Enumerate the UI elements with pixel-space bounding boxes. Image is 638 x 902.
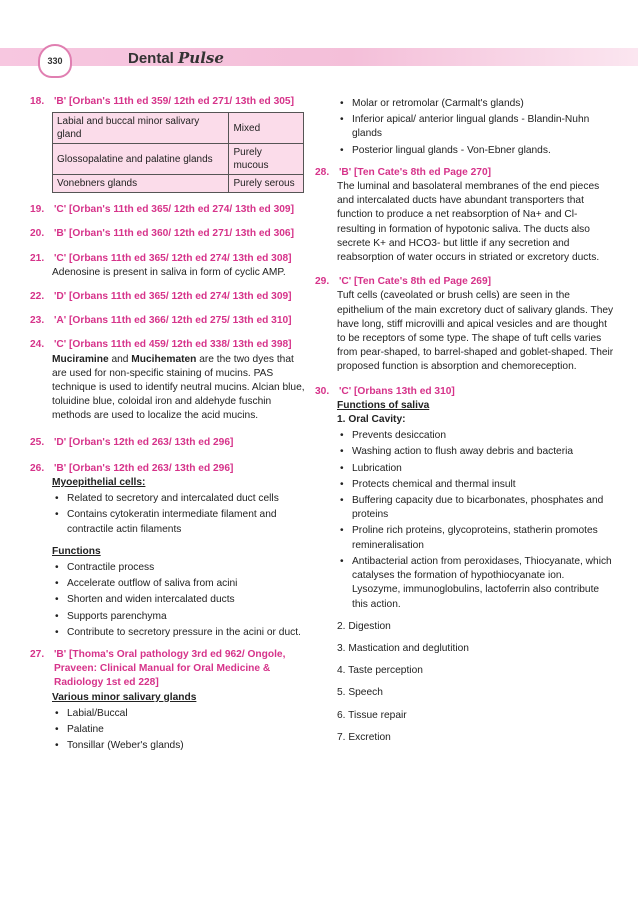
list-item: • Contains cytokeratin intermediate filament and contractile actin filaments xyxy=(52,508,305,536)
bullet-list xyxy=(52,707,305,754)
answer-text: Tuft cells (caveolated or brush cells) are seen in the epithelium of the main excretory duct of salivary glands. They have long, stiff microvilli and apical vesicles and are thought to be receptors of some type. The shape of tuft cells varies from pear-shaped, to barrel-shaped and goblet-shaped. Their proposed function is absorption and chemoreception. xyxy=(337,290,614,373)
list-item: • Related to secretory and intercalated duct cells xyxy=(52,492,305,506)
header-band xyxy=(0,48,638,66)
tooth-icon xyxy=(38,44,72,78)
table-row: Labial and buccal minor salivary gland Mixed xyxy=(53,113,304,144)
list-item: • Prevents desiccation xyxy=(337,429,615,443)
list-item: • Washing action to flush away debris and bacteria xyxy=(337,445,615,459)
bullet-list xyxy=(337,97,615,158)
list-item: • Accelerate outflow of saliva from acini xyxy=(52,577,305,591)
page-number: 330 xyxy=(47,56,63,66)
list-item: 4. Taste perception xyxy=(337,665,423,677)
list-item: • Labial/Buccal xyxy=(52,707,305,721)
section-heading: Myoepithelial cells: xyxy=(52,477,146,489)
answer-text: Adenosine is present in saliva in form of cyclic AMP. xyxy=(52,266,286,278)
list-item: • Protects chemical and thermal insult xyxy=(337,478,615,492)
list-item: • Inferior apical/ anterior lingual glands - Blandin-Nuhn glands xyxy=(337,113,615,141)
gland-table xyxy=(52,112,304,193)
list-item: • Posterior lingual glands - Von-Ebner glands. xyxy=(337,144,615,158)
sub-heading: 1. Oral Cavity: xyxy=(337,414,406,426)
bullet-list xyxy=(52,492,305,537)
list-item: • Proline rich proteins, glycoproteins, statherin promotes remineralisation xyxy=(337,524,615,552)
list-item: 6. Tissue repair xyxy=(337,709,407,721)
question-30: 30. 'C' [Orbans 13th ed 310] xyxy=(315,385,455,397)
left-column xyxy=(30,95,305,760)
answer-text: The luminal and basolateral membranes of the end pieces and intercalated ducts have abundant transporters that function to produce a net reabsorption of Na+ and Cl- resulting in formation of hypotonic saliva. The ducts also secrete K+ and HCO3- but little if any secretion and reabsorption of water occurs in striated or excretory ducts. xyxy=(337,181,600,264)
list-item: • Supports parenchyma xyxy=(52,610,305,624)
question-22: 22. 'D' [Orbans 11th ed 365/ 12th ed 274/ 13th ed 309] xyxy=(30,291,292,303)
answer-text: Muciramine and Mucihematen are the two dyes that are used for non-specific staining of mucins. PAS technique is used to identify neutral mucins. Alcian blue, toluidine blue, coloidal iron and aldehyde fuschin methods are used to localize the acid mucins. xyxy=(52,353,305,422)
table-row: Glossopalatine and palatine glands Purely mucous xyxy=(53,144,304,175)
question-29: 29. 'C' [Ten Cate's 8th ed Page 269] xyxy=(315,276,492,288)
section-heading: Functions of saliva xyxy=(337,399,430,411)
question-27: 27. 'B' [Thoma's Oral pathology 3rd ed 962/ Ongole, Praveen: Clinical Manual for Oral Medicine & Radiology 1st ed 228] xyxy=(30,649,286,689)
list-item: • Shorten and widen intercalated ducts xyxy=(52,593,305,607)
question-25: 25. 'D' [Orban's 12th ed 263/ 13th ed 296] xyxy=(30,436,234,448)
list-item: • Antibacterial action from peroxidases, Thiocyanate, which catalyses the formation of hypothiocyanate ion. Lysozyme, immunoglobulins, lactoferrin also contribute this action. xyxy=(337,555,615,612)
question-23: 23. 'A' [Orbans 11th ed 366/ 12th ed 275/ 13th ed 310] xyxy=(30,315,292,327)
bullet-list xyxy=(337,429,615,611)
section-heading: Various minor salivary glands xyxy=(52,691,197,703)
list-item: • Tonsillar (Weber's glands) xyxy=(52,739,305,753)
question-18: 18. 'B' [Orban's 11th ed 359/ 12th ed 271/ 13th ed 305] xyxy=(30,96,294,107)
section-heading: Functions xyxy=(52,545,101,557)
right-column xyxy=(315,95,615,753)
list-item: • Buffering capacity due to bicarbonates, phosphates and proteins xyxy=(337,494,615,522)
question-21: 21. 'C' [Orbans 11th ed 365/ 12th ed 274/ 13th ed 308] xyxy=(30,252,292,264)
list-item: 2. Digestion xyxy=(337,620,391,632)
list-item: 7. Excretion xyxy=(337,731,391,743)
question-28: 28. 'B' [Ten Cate's 8th ed Page 270] xyxy=(315,166,492,178)
numbered-list xyxy=(337,620,615,745)
table-row: Vonebners glands Purely serous xyxy=(53,175,304,193)
list-item: • Molar or retromolar (Carmalt's glands) xyxy=(337,97,615,111)
question-26: 26. 'B' [Orban's 12th ed 263/ 13th ed 296] xyxy=(30,462,234,474)
book-title: Dental Pulse xyxy=(128,49,224,67)
list-item: 3. Mastication and deglutition xyxy=(337,642,469,654)
list-item: • Contractile process xyxy=(52,561,305,575)
list-item: • Palatine xyxy=(52,723,305,737)
question-24: 24. 'C' [Orbans 11th ed 459/ 12th ed 338/ 13th ed 398] xyxy=(30,339,292,351)
question-20: 20. 'B' [Orban's 11th ed 360/ 12th ed 271/ 13th ed 306] xyxy=(30,228,294,240)
list-item: • Lubrication xyxy=(337,462,615,476)
bullet-list xyxy=(52,561,305,640)
question-19: 19. 'C' [Orban's 11th ed 365/ 12th ed 274/ 13th ed 309] xyxy=(30,204,294,216)
list-item: • Contribute to secretory pressure in the acini or duct. xyxy=(52,626,305,640)
list-item: 5. Speech xyxy=(337,687,383,699)
